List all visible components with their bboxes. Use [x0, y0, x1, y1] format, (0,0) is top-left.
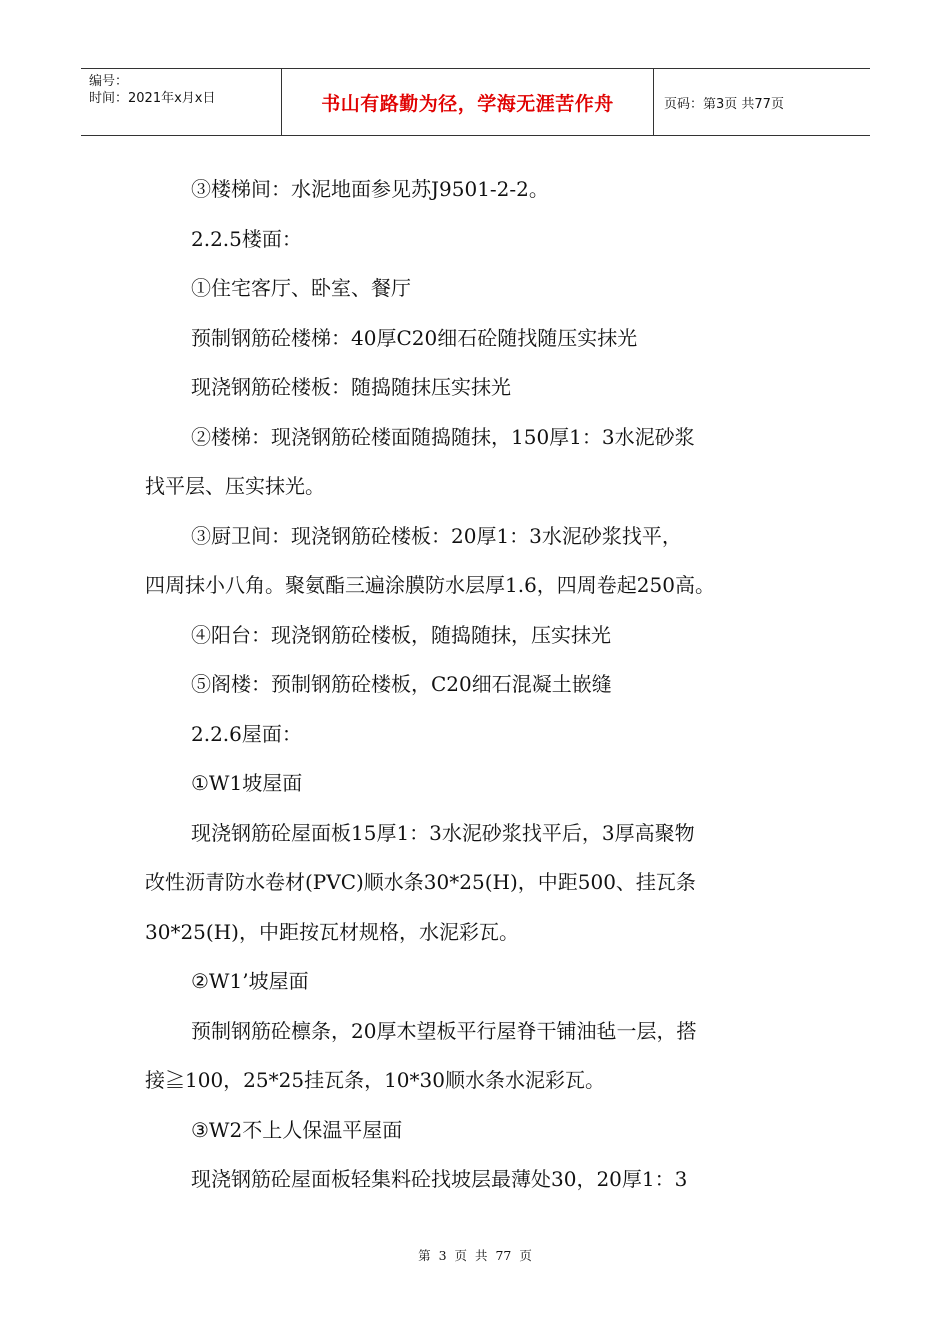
body-paragraph: ③厨卫间：现浇钢筋砼楼板：20厚1：3水泥砂浆找平，	[191, 523, 682, 548]
document-number-label: 编号：	[89, 74, 129, 89]
body-paragraph: 预制钢筋砼檩条，20厚木望板平行屋脊干铺油毡一层，搭	[191, 1018, 697, 1043]
body-paragraph: ④阳台：现浇钢筋砼楼板，随捣随抹，压实抹光	[191, 622, 611, 647]
body-paragraph: 现浇钢筋砼屋面板15厚1：3水泥砂浆找平后，3厚高聚物	[191, 820, 695, 845]
header-motto-cell	[282, 69, 654, 135]
document-body	[145, 165, 825, 1205]
body-paragraph: ②楼梯：现浇钢筋砼楼面随捣随抹，150厚1：3水泥砂浆	[191, 424, 695, 449]
body-paragraph: ①住宅客厅、卧室、餐厅	[191, 276, 411, 300]
body-paragraph: 找平层、压实抹光。	[145, 474, 325, 498]
body-paragraph: ①W1坡屋面	[191, 771, 303, 795]
body-paragraph: 现浇钢筋砼屋面板轻集料砼找坡层最薄处30，20厚1：3	[191, 1167, 688, 1191]
body-paragraph: ⑤阁楼：预制钢筋砼楼板，C20细石混凝土嵌缝	[191, 672, 612, 696]
body-paragraph: 预制钢筋砼楼梯：40厚C20细石砼随找随压实抹光	[191, 325, 638, 350]
header-meta	[81, 69, 282, 135]
header-motto: 书山有路勤为径，学海无涯苦作舟	[321, 92, 614, 115]
header-page-info-cell	[654, 69, 870, 135]
body-paragraph: 改性沥青防水卷材(PVC)顺水条30*25(H)，中距500、挂瓦条	[145, 870, 696, 894]
document-time-label: 时间：2021年x月x日	[89, 91, 216, 106]
body-paragraph: ②W1’坡屋面	[191, 969, 309, 993]
body-paragraph: 2.2.5楼面：	[191, 226, 302, 251]
body-paragraph: 四周抹小八角。聚氨酯三遍涂膜防水层厚1.6，四周卷起250高。	[145, 573, 715, 597]
body-paragraph: 接≧100，25*25挂瓦条，10*30顺水条水泥彩瓦。	[145, 1068, 605, 1092]
page-footer: 第 3 页 共 77 页	[418, 1248, 532, 1263]
page-header	[81, 68, 870, 136]
header-page-info: 页码：第3页 共77页	[664, 96, 784, 112]
body-paragraph: 现浇钢筋砼楼板：随捣随抹压实抹光	[191, 375, 511, 399]
body-paragraph: ③W2不上人保温平屋面	[191, 1117, 403, 1142]
body-paragraph: 2.2.6屋面：	[191, 721, 302, 746]
body-paragraph: 30*25(H)，中距按瓦材规格，水泥彩瓦。	[145, 919, 519, 944]
body-paragraph: ③楼梯间：水泥地面参见苏J9501-2-2。	[191, 177, 549, 201]
